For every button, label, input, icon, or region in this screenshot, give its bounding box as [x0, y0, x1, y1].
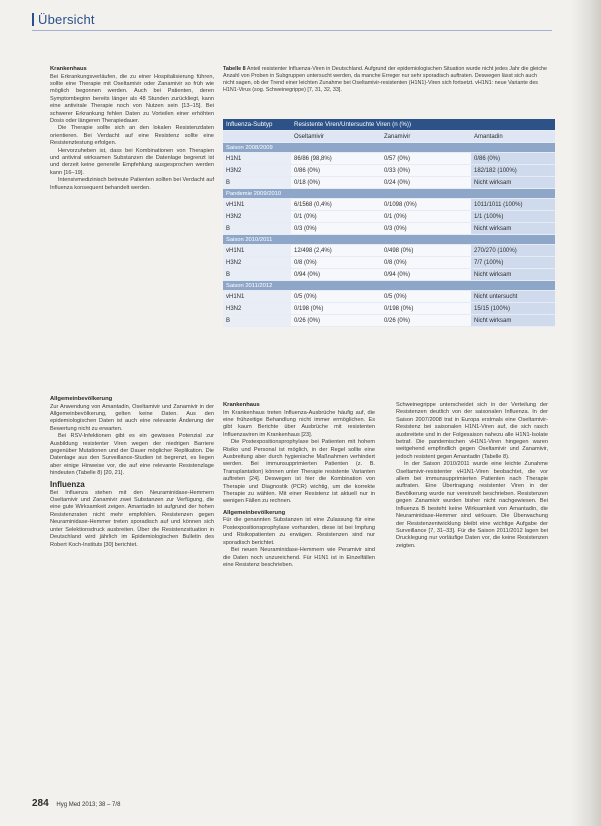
table-cell: B	[223, 315, 291, 327]
table-cell: 0/3 (0%)	[291, 223, 381, 235]
table-cell: 0/498 (0%)	[381, 245, 471, 257]
table-cell: 270/270 (100%)	[471, 245, 555, 257]
table-cell: 1011/1011 (100%)	[471, 199, 555, 211]
table-cell: 0/86 (0%)	[471, 153, 555, 165]
table-header-row	[223, 119, 555, 131]
heading-krankenhaus-left: Krankenhaus	[50, 66, 87, 72]
table-cell: 1/1 (100%)	[471, 211, 555, 223]
table-cell: 0/5 (0%)	[381, 291, 471, 303]
table-cell: 86/86 (98,8%)	[291, 153, 381, 165]
paragraph: Die Therapie sollte sich an den lokalen Resistenzdaten orientieren. Bei Verdacht auf eine Resistenz sollte eine Resistenztestung erfolgen.	[50, 125, 214, 147]
table-cell: vH1N1	[223, 245, 291, 257]
table-cell: B	[223, 177, 291, 189]
heading-allgemeinbevoelkerung-middle: Allgemeinbevölkerung	[223, 509, 286, 516]
table-cell: vH1N1	[223, 291, 291, 303]
table-row	[223, 223, 555, 235]
table-col-oseltamivir: Oseltamivir	[291, 131, 381, 143]
left-column-top	[50, 66, 214, 192]
table-cell: 0/18 (0%)	[291, 177, 381, 189]
paragraph: In der Saison 2010/2011 wurde eine leichte Zunahme Oseltamivir-resistenter vH1N1-Viren beobachtet, die vor allem bei immunsupprimierten Patienten nach Therapie auftraten. Eine Übertragung resistenter Viren in der Bevölkerung wurde nur vereinzelt beschrieben. Resistenzen gegen Zanamivir wurden bisher nicht nachgewiesen. Bei Influenza B besteht keine Wirksamkeit von Amantadin, die Neuraminidase-Hemmer sind wirksam. Die Überwachung der Resistenzentwicklung bleibt eine wichtige Aufgabe der Surveillance [7, 31–33]. Für die Saison 2011/2012 lagen bei Drucklegung nur vorläufige Daten vor, die keine Resistenzen zeigten.	[396, 461, 548, 549]
header-rule	[32, 30, 552, 31]
table-cell: 0/94 (0%)	[291, 269, 381, 281]
season-label: Pandemie 2009/2010	[223, 189, 555, 199]
paragraph: Zur Anwendung von Amantadin, Oseltamivir und Zanamivir in der Allgemeinbevölkerung, gelten keine Daten. Aus den epidemiologischen Daten ist auch eine relevante Änderung der Bewertung nicht zu erwarten.	[50, 403, 214, 432]
table-cell: 0/86 (0%)	[291, 165, 381, 177]
section-marker	[32, 13, 34, 26]
table-cell: 0/1 (0%)	[381, 211, 471, 223]
table-cell: 0/26 (0%)	[291, 315, 381, 327]
table-cell: 0/198 (0%)	[381, 303, 471, 315]
table-cell: 0/24 (0%)	[381, 177, 471, 189]
table-row	[223, 153, 555, 165]
table-cell: H3N2	[223, 303, 291, 315]
table-cell: Nicht wirksam	[471, 269, 555, 281]
page-number: 284	[32, 798, 49, 809]
table-cell: Nicht untersucht	[471, 291, 555, 303]
paragraph: Schweinegrippe unterscheidet sich in der Verteilung der Resistenzen deutlich von der saisonalen Influenza. In der Saison 2007/2008 trat in Europa erstmals eine Oseltamivir-Resistenz bei saisonalen H1N1-Viren auf, die sich rasch ausbreitete und in der Folgesaison nahezu alle H1N1-Isolate betraf. Die pandemischen vH1N1-Viren hingegen waren weitgehend empfindlich gegen Oseltamivir und Zanamivir, jedoch resistent gegen Amantadin (Tabelle 8).	[396, 402, 548, 460]
book-spine-shadow	[571, 0, 601, 826]
table-cell: 0/33 (0%)	[381, 165, 471, 177]
section-title	[32, 12, 95, 27]
heading-influenza: Influenza	[50, 479, 85, 489]
table-cell: B	[223, 269, 291, 281]
table-row	[223, 165, 555, 177]
paragraph: Bei Influenza stehen mit den Neuraminidase-Hemmern Oseltamivir und Zanamivir zwei Substanzen zur Verfügung, die eine gute Wirksamkeit zeigen. Amantadin ist aufgrund der hohen Resistenzraten nicht mehr empfohlen. Resistenzen gegen Neuraminidase-Hemmer treten sporadisch auf und können sich unter Selektionsdruck ausbreiten. Über die Resistenzsituation in Deutschland wird jährlich im Epidemiologischen Bulletin des Robert Koch-Instituts [30] berichtet.	[50, 489, 214, 548]
table-season-row	[223, 189, 555, 199]
left-column-bottom	[50, 396, 214, 549]
table-col-zanamivir: Zanamivir	[381, 131, 471, 143]
table-cell: 0/198 (0%)	[291, 303, 381, 315]
table-row	[223, 211, 555, 223]
table-cell: H1N1	[223, 153, 291, 165]
season-label: Saison 2010/2011	[223, 235, 555, 245]
table-cell: 15/15 (100%)	[471, 303, 555, 315]
table-cell: 0/1098 (0%)	[381, 199, 471, 211]
table-cell: 0/57 (0%)	[381, 153, 471, 165]
table-cell: Nicht wirksam	[471, 315, 555, 327]
table-cell: B	[223, 223, 291, 235]
table-season-row	[223, 235, 555, 245]
table-caption-text: Anteil resistenter Influenza-Viren in Deutschland. Aufgrund der epidemiologischen Situation wurde nicht jedes Jahr die gleiche Anzahl von Proben in Subgruppen untersucht werden, da manche Erreger nur sehr sporadisch auftraten. Deswegen lässt sich auch nicht sagen, ob der Trend einer leichten Zunahme bei Oseltamivir-resistenten (H1N1)-Viren sich fortsetzt. vH1N1: neue Variante des H1N1-Virus (sog. Schweinegrippe) [7, 31, 32, 33].	[223, 66, 548, 93]
heading-krankenhaus-middle: Krankenhaus	[223, 402, 260, 408]
table-cell: 0/94 (0%)	[381, 269, 471, 281]
table-row	[223, 257, 555, 269]
table-season-row	[223, 143, 555, 153]
paragraph: Die Postexpositionsprophylaxe bei Patienten mit hohem Risiko und Personal ist möglich, in der Regel sollte eine Ausbreitung aber durch hygienische Maßnahmen verhindert werden. Bei immunsupprimierten Patienten (z. B. Transplantation) können unter Therapie resistente Varianten auftreten [24]. Deswegen ist hier die Kombination von Therapie und Diagnostik (PCR) wichtig, um die korrekte Therapie zu wählen. Mit einer Resistenz ist aktuell nur in wenigen Fällen zu rechnen.	[223, 439, 375, 505]
table-subheader-empty	[223, 131, 291, 143]
table-header-group: Resistente Viren/Untersuchte Viren (n (%))	[291, 119, 555, 131]
table-cell: 7/7 (100%)	[471, 257, 555, 269]
journal-reference: Hyg Med 2013; 38 – 7/8	[56, 802, 121, 808]
season-label: Saison 2008/2009	[223, 143, 555, 153]
table-header-subtype: Influenza-Subtyp	[223, 119, 291, 131]
table-cell: 0/8 (0%)	[291, 257, 381, 269]
table-cell: 0/8 (0%)	[381, 257, 471, 269]
page-footer	[32, 798, 120, 809]
table-cell: H3N2	[223, 165, 291, 177]
table-cell: 0/1 (0%)	[291, 211, 381, 223]
table-row	[223, 315, 555, 327]
table-row	[223, 269, 555, 281]
table-cell: Nicht wirksam	[471, 223, 555, 235]
table-caption-label: Tabelle 8	[223, 66, 246, 72]
table-row	[223, 199, 555, 211]
paragraph: Bei Erkrankungsverläufen, die zu einer Hospitalisierung führen, sollte eine Therapie mit Oseltamivir oder Zanamivir so früh wie möglich begonnen werden. Auch bei Patienten, deren Symptombeginn bereits länger als 48 Stunden zurückliegt, kann eine antivirale Therapie noch von Nutzen sein [13–15]. Bei schwerer Erkrankung fehlen Daten zu Vorteilen einer erhöhten Dosis oder längeren Therapiedauer.	[50, 73, 214, 125]
table-cell: 182/182 (100%)	[471, 165, 555, 177]
table-cell: 6/1568 (0,4%)	[291, 199, 381, 211]
paragraph: Im Krankenhaus treten Influenza-Ausbrüche häufig auf, die eine frühzeitige Behandlung nicht immer ermöglichen. Es gibt kaum Berichte über Ausbrüche mit resistenten Influenzaviren im Krankenhaus [23].	[223, 409, 375, 438]
table-cell: 0/26 (0%)	[381, 315, 471, 327]
table-cell: 0/5 (0%)	[291, 291, 381, 303]
resistance-table	[223, 119, 555, 327]
middle-column	[223, 402, 375, 569]
table-caption	[223, 66, 548, 94]
section-title-text: Übersicht	[38, 12, 95, 27]
table-row	[223, 245, 555, 257]
table-row	[223, 303, 555, 315]
table-cell: 0/3 (0%)	[381, 223, 471, 235]
heading-allgemeinbevoelkerung-left: Allgemeinbevölkerung	[50, 396, 113, 402]
table-cell: H3N2	[223, 257, 291, 269]
table-cell: 12/498 (2,4%)	[291, 245, 381, 257]
table-cell: vH1N1	[223, 199, 291, 211]
paragraph: Hervorzuheben ist, dass bei Kombinationen von Therapien und antiviral wirksamen Substanzen die Datenlage begrenzt ist und derzeit keine generelle Empfehlung ausgesprochen werden kann [16–19].	[50, 147, 214, 176]
right-column	[396, 402, 548, 550]
season-label: Saison 2011/2012	[223, 281, 555, 291]
table-row	[223, 291, 555, 303]
table-cell: H3N2	[223, 211, 291, 223]
table-row	[223, 177, 555, 189]
table-subheader-row	[223, 131, 555, 143]
paragraph: Intensivmedizinisch betreute Patienten sollten bei Verdacht auf Influenza konsequent behandelt werden.	[50, 177, 214, 191]
paragraph: Bei neuen Neuraminidase-Hemmern wie Peramivir sind die Daten noch unzureichend. Für H1N1 ist in Einzelfällen eine Resistenz beschrieben.	[223, 547, 375, 568]
table-cell: Nicht wirksam	[471, 177, 555, 189]
paragraph: Bei RSV-Infektionen gibt es ein gewisses Potenzial zur Ausbildung resistenter Viren wegen der niedrigen Barriere gegenüber Mutationen und der Dauer möglicher Replikation. Die Datenlage aus den Surveillance-Studien ist begrenzt, es liegen aber einige Hinweise vor, die auf eine relevante Resistenzlage hindeuten (Tabelle 8) [20, 21].	[50, 433, 214, 477]
table-season-row	[223, 281, 555, 291]
table-col-amantadin: Amantadin	[471, 131, 555, 143]
paragraph: Für die genannten Substanzen ist eine Zulassung für eine Postexpositionsprophylaxe vorhanden, diese ist bei Impfung und Risikopatienten zu erwägen. Resistenzen sind nur sporadisch berichtet.	[223, 517, 375, 546]
